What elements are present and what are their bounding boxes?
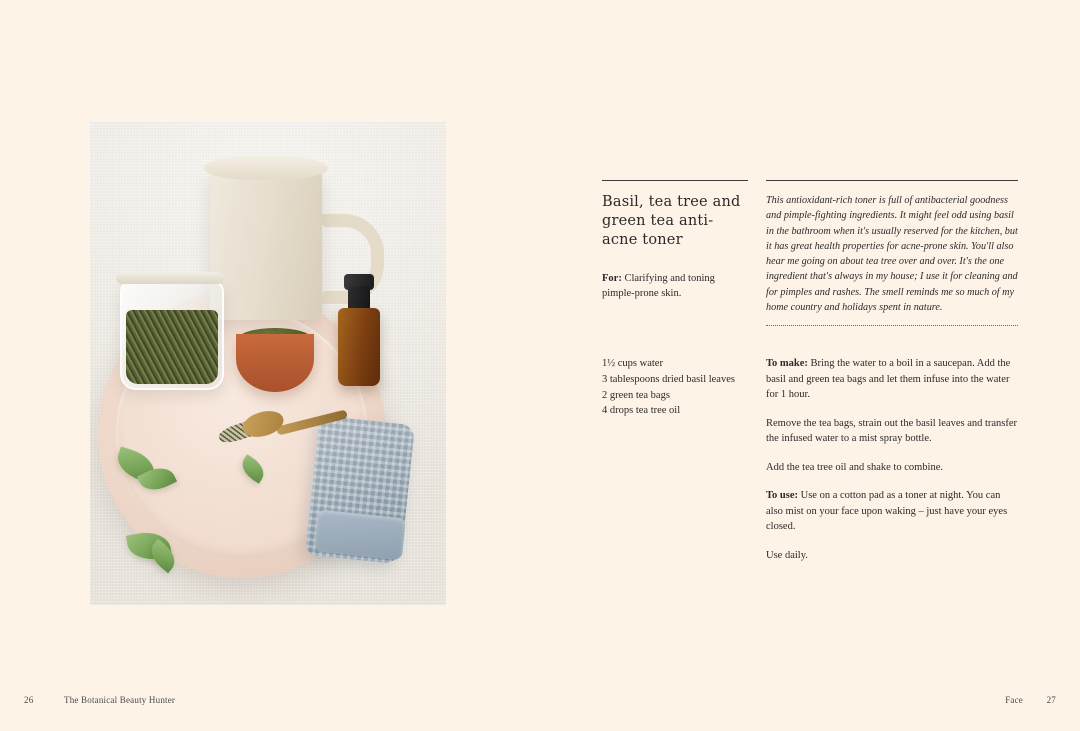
ceramic-mug	[210, 170, 322, 320]
photo-background	[90, 122, 446, 605]
folio-left-page-number: 26	[24, 695, 34, 705]
method-step-label: To use:	[766, 490, 798, 502]
tea-leaves	[126, 310, 218, 384]
method-step	[766, 488, 1018, 535]
method-step	[766, 356, 1018, 403]
list-item: 4 drops tea tree oil	[602, 405, 681, 417]
waffle-cloth-fold	[314, 510, 406, 561]
folio-section-name: Face	[1005, 695, 1023, 705]
method-step-text: Use on a cotton pad as a toner at night. You can also mist on your face upon waking – just have your eyes closed.	[766, 490, 1008, 533]
intro-rule	[766, 180, 1018, 181]
recipe-left-column	[602, 180, 748, 313]
list-item: 3 tablespoons dried basil leaves	[602, 373, 735, 385]
recipe-title: Basil, tea tree and green tea anti-acne toner	[602, 194, 741, 249]
method-step-text: Use daily.	[766, 549, 808, 561]
recipe-for	[602, 272, 748, 302]
recipe-photo	[90, 122, 446, 605]
mug-lid	[204, 156, 328, 180]
method-step	[766, 416, 1018, 447]
tea-jar	[120, 280, 224, 390]
folio-book-title: The Botanical Beauty Hunter	[64, 695, 176, 705]
for-text: Clarifying and toning pimple-prone skin.	[602, 273, 715, 300]
method-step-text: Bring the water to a boil in a saucepan. Add the basil and green tea bags and let them infuse into the water for 1 hour.	[766, 358, 1011, 401]
list-item: 1½ cups water	[602, 358, 663, 369]
folio-right-page-number: 27	[1046, 695, 1056, 705]
method-step-text: Remove the tea bags, strain out the basil leaves and transfer the infused water to a mist spray bottle.	[766, 417, 1018, 445]
intro-dotted-rule	[766, 325, 1018, 326]
method-step	[766, 548, 1018, 564]
method-step	[766, 460, 1018, 476]
title-rule	[602, 180, 748, 181]
recipe-intro: This antioxidant-rich toner is full of antibacterial goodness and pimple-fighting ingredients. It might feel odd using basil in the bathroom when it's usually reserved for the kitchen, but it has great health properties for acne-prone skin. You'll also hear me going on about tea tree over and over. It's the one ingredient that's always in my house; I use it for cleaning and for pimples and rashes. The smell reminds me so much of my home country and holidays spent in nature.	[766, 195, 1018, 314]
for-label: For:	[602, 273, 622, 285]
tea-jar-lid	[116, 272, 224, 284]
recipe-right-column	[766, 180, 1018, 326]
method-step-label: To make:	[766, 358, 808, 369]
method-step-text: Add the tea tree oil and shake to combine.	[766, 461, 943, 473]
ingredients-list	[602, 356, 752, 419]
list-item: 2 green tea bags	[602, 389, 670, 401]
recipe-method	[766, 356, 1018, 563]
amber-dropper-bottle	[338, 308, 380, 386]
